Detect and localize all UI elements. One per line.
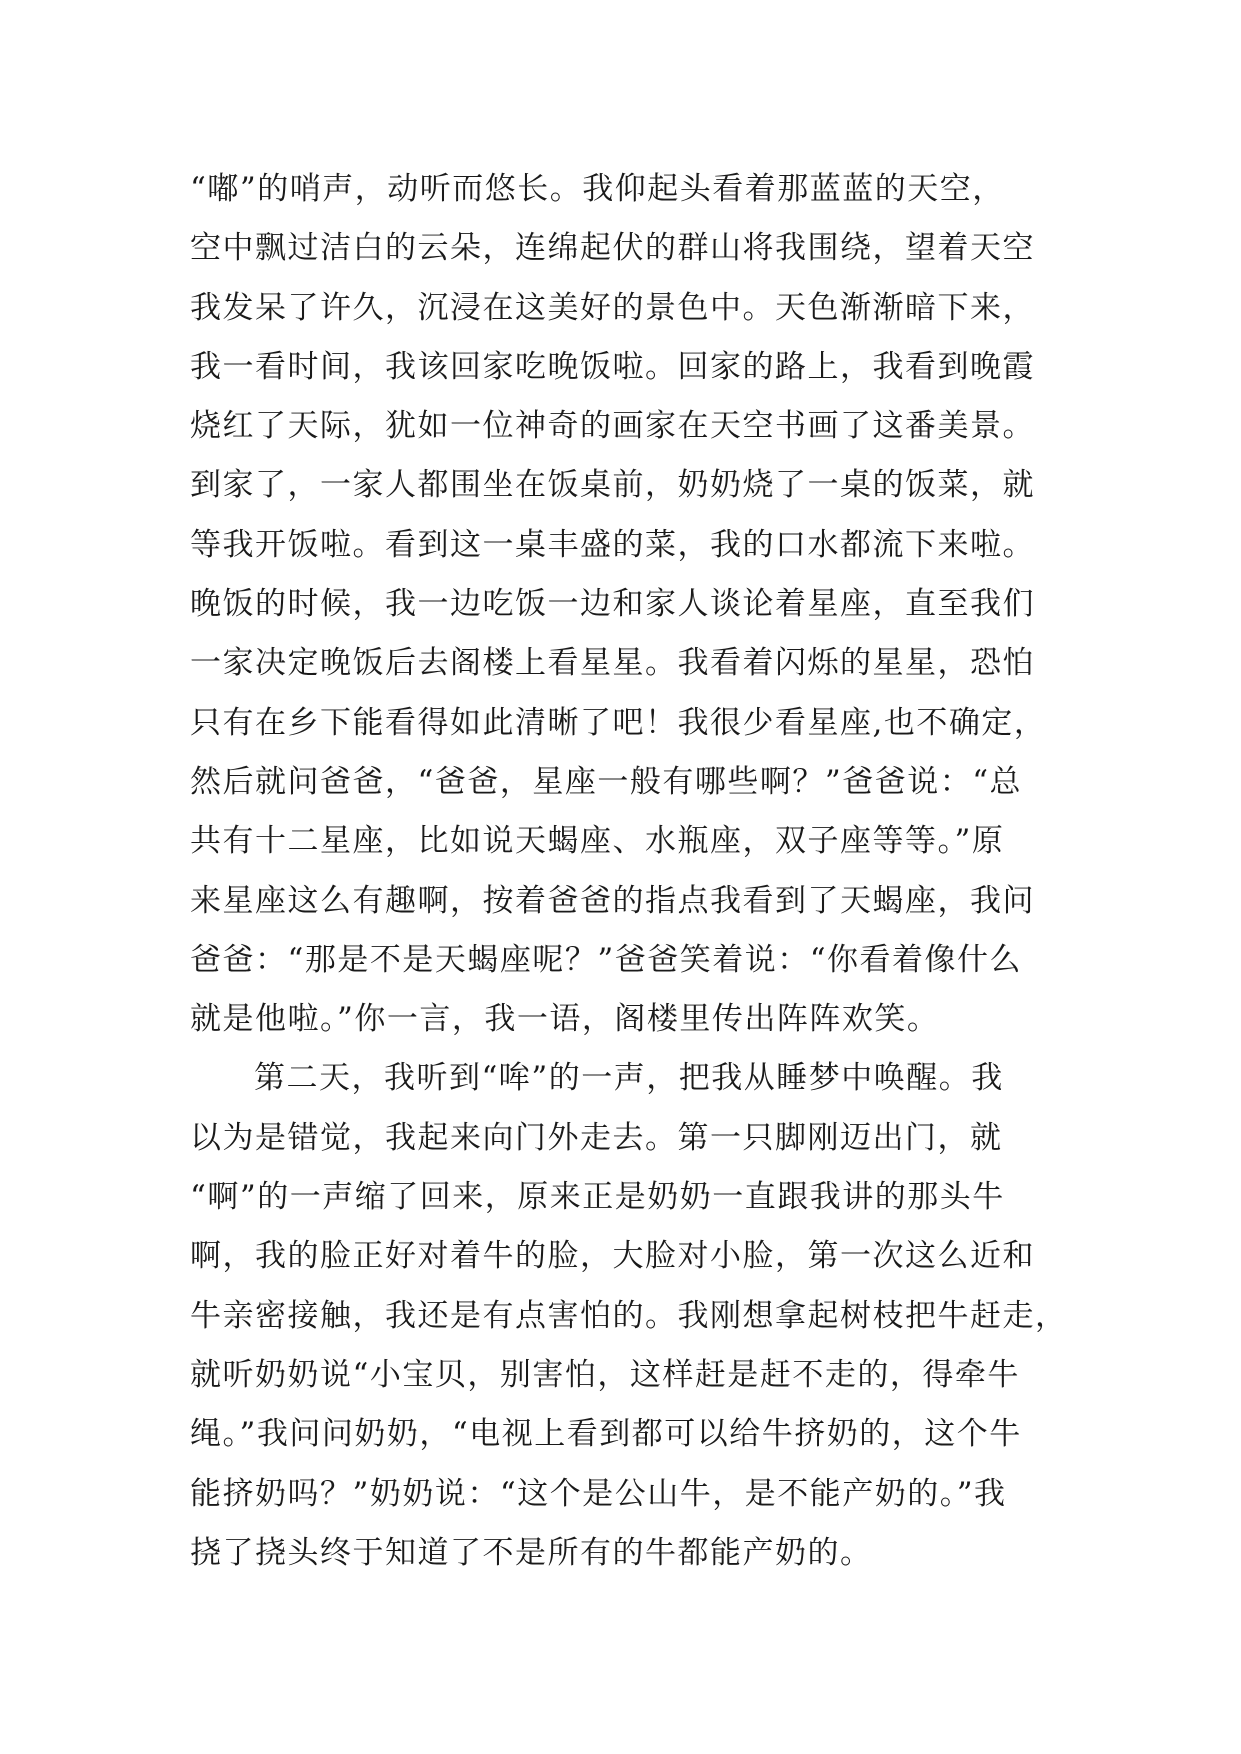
text-line: “啊”的一声缩了回来，原来正是奶奶一直跟我讲的那头牛	[190, 1179, 1005, 1216]
text-line: 绳。”我问问奶奶，“电视上看到都可以给牛挤奶的，这个牛	[190, 1416, 1022, 1453]
text-line: 到家了，一家人都围坐在饭桌前，奶奶烧了一桌的饭菜，就	[190, 467, 1035, 504]
text-line: 然后就问爸爸，“爸爸，星座一般有哪些啊？”爸爸说：“总	[190, 763, 1023, 800]
text-line: 就是他啦。”你一言，我一语，阁楼里传出阵阵欢笑。	[190, 1001, 940, 1038]
paragraph-2	[190, 1049, 1070, 1583]
paragraph-1	[190, 160, 1070, 1049]
text-line: 挠了挠头终于知道了不是所有的牛都能产奶的。	[190, 1534, 873, 1571]
text-line: 爸爸：“那是不是天蝎座呢？”爸爸笑着说：“你看着像什么	[190, 941, 1023, 978]
text-line: 晚饭的时候，我一边吃饭一边和家人谈论着星座，直至我们	[190, 586, 1035, 623]
text-line: 共有十二星座，比如说天蝎座、水瓶座，双子座等等。”原	[190, 823, 1005, 860]
text-line: 空中飘过洁白的云朵，连绵起伏的群山将我围绕，望着天空	[190, 230, 1035, 267]
text-line: “嘟”的哨声，动听而悠长。我仰起头看着那蓝蓝的天空，	[190, 171, 1005, 207]
text-line: 一家决定晚饭后去阁楼上看星星。我看着闪烁的星星，恐怕	[190, 645, 1035, 682]
text-line: 我发呆了许久，沉浸在这美好的景色中。天色渐渐暗下来，	[190, 289, 1035, 326]
text-line: 烧红了天际，犹如一位神奇的画家在天空书画了这番美景。	[190, 408, 1035, 445]
text-line: 以为是错觉，我起来向门外走去。第一只脚刚迈出门，就	[190, 1119, 1003, 1156]
text-line: 就听奶奶说“小宝贝，别害怕，这样赶是赶不走的，得牵牛	[190, 1356, 1020, 1393]
document-body	[190, 160, 1070, 1583]
text-line: 能挤奶吗？”奶奶说：“这个是公山牛，是不能产奶的。”我	[190, 1475, 1007, 1512]
text-line: 啊，我的脸正好对着牛的脸，大脸对小脸，第一次这么近和	[190, 1238, 1035, 1275]
text-line: 第二天，我听到“哞”的一声，把我从睡梦中唤醒。我	[254, 1060, 1004, 1097]
text-line: 只有在乡下能看得如此清晰了吧！我很少看星座,也不确定，	[190, 704, 1047, 741]
text-line: 来星座这么有趣啊，按着爸爸的指点我看到了天蝎座，我问	[190, 882, 1035, 919]
text-line: 我一看时间，我该回家吃晚饭啦。回家的路上，我看到晚霞	[190, 348, 1035, 385]
text-line: 等我开饭啦。看到这一桌丰盛的菜，我的口水都流下来啦。	[190, 526, 1035, 563]
text-line: 牛亲密接触，我还是有点害怕的。我刚想拿起树枝把牛赶走，	[190, 1297, 1068, 1334]
